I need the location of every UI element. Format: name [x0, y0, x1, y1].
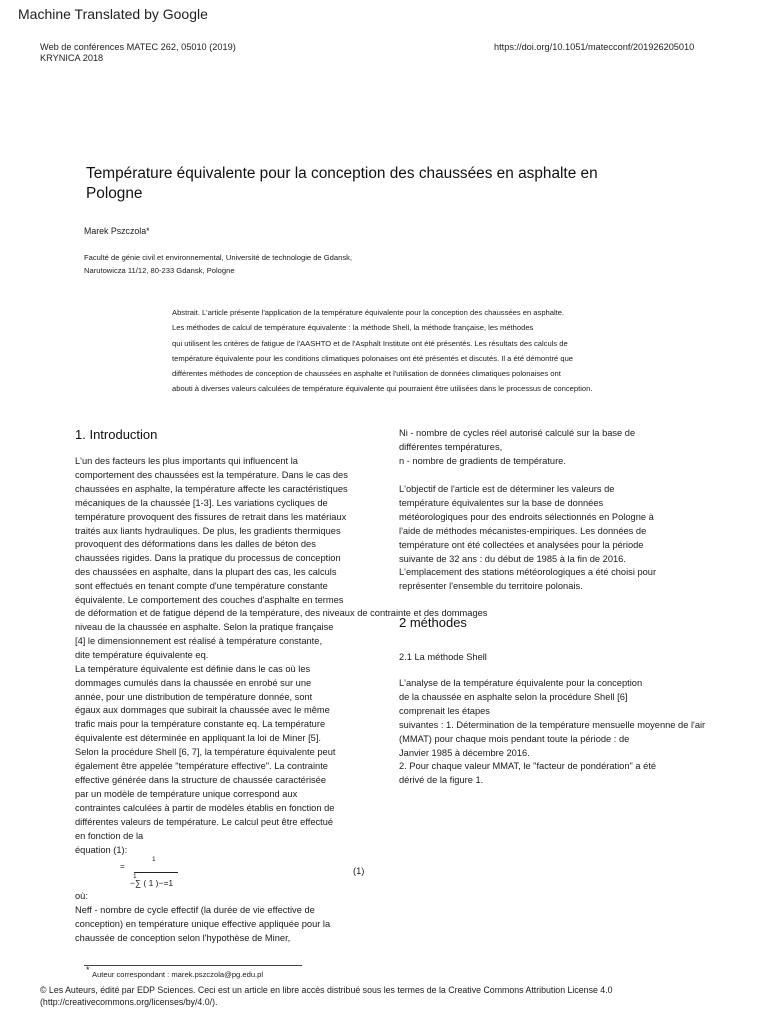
- text-line: Selon la procédure Shell [6, 7], la température équivalente peut: [75, 747, 336, 758]
- text-line: L'un des facteurs les plus importants qui influencent la: [75, 456, 298, 466]
- text-line: chaussées en asphalte, la température affecte les caractéristiques: [75, 483, 348, 494]
- abstract-line: température équivalente pour les conditions climatiques polonaises ont été présentés et discutés. Il a été démontré que: [172, 353, 574, 363]
- google-translate-banner: Machine Translated by Google: [18, 6, 208, 22]
- text-line: équation (1):: [75, 844, 128, 855]
- left-column-definitions: [75, 890, 330, 946]
- license-notice: [40, 984, 613, 1008]
- affiliation-line: Faculté de génie civil et environnemental, Université de technologie de Gdansk,: [84, 253, 353, 262]
- license-link[interactable]: (http://creativecommons.org/licenses/by/4.0/).: [40, 997, 218, 1007]
- text-line: suivantes : 1. Détermination de la température mensuelle moyenne de l'air: [399, 719, 706, 730]
- section-heading-methods: 2 méthodes: [399, 615, 467, 630]
- text-line: dommages cumulés dans la chaussée en enrobé sur une: [75, 677, 312, 688]
- title-line: Température équivalente pour la conception des chaussées en asphalte en: [86, 165, 598, 182]
- footnote-text: Auteur correspondant : marek.pszczola@pg.edu.pl: [92, 970, 264, 979]
- text-line: différentes températures,: [399, 441, 503, 452]
- text-line: l'aide de méthodes mécanistes-empiriques. Les données de: [399, 525, 647, 536]
- text-line: différentes valeurs de température. Le calcul peut être effectué: [75, 816, 334, 827]
- text-line: n - nombre de gradients de température.: [399, 455, 566, 466]
- text-line: conception) en température unique effective appliquée pour la: [75, 918, 331, 929]
- text-line: sont effectués en tenant compte d'une température constante: [75, 581, 328, 592]
- text-line: Neff - nombre de cycle effectif (la durée de vie effective de: [75, 904, 315, 915]
- text-line: chaussée de conception selon l'hypothèse de Miner,: [75, 932, 291, 943]
- footnote-separator: [84, 965, 302, 966]
- text-line: traités aux liants hydrauliques. De plus, les gradients thermiques: [75, 525, 341, 536]
- text-line: comportement des chaussées est la température. Dans le cas des: [75, 469, 348, 480]
- text-line: L'objectif de l'article est de déterminer les valeurs de: [399, 484, 615, 494]
- text-line: également être appelée "température effective". La contrainte: [75, 761, 328, 772]
- title-line: Pologne: [86, 185, 143, 202]
- equation-denominator: −∑ ( 1 )−=1: [130, 878, 174, 888]
- footnote-mark: *: [86, 965, 90, 975]
- equation-equals-sign: =: [120, 862, 125, 871]
- text-line: niveau de la chaussée en asphalte. Selon la pratique française: [75, 622, 334, 632]
- text-line: température provoquent des fissures de retrait dans les matériaux: [75, 511, 347, 522]
- text-line: (MMAT) pour chaque mois pendant toute la période : de: [399, 733, 630, 744]
- text-line: météorologiques pour des endroits sélectionnés en Pologne à: [399, 511, 654, 522]
- text-line: par un modèle de température unique correspond aux: [75, 788, 298, 799]
- text-line: représenter l'ensemble du territoire polonais.: [399, 581, 583, 592]
- text-line: La température équivalente est définie dans le cas où les: [75, 663, 311, 674]
- left-column-text: [75, 455, 348, 608]
- license-line: © Les Auteurs, édité par EDP Sciences. Ceci est un article en libre accès distribué sous les termes de la Creative Commons Attribution License 4.0: [40, 985, 613, 995]
- affiliation-line: Narutowicza 11/12, 80-233 Gdansk, Pologne: [84, 266, 235, 275]
- text-line: température ont été collectées et analysées pour la période: [399, 539, 644, 550]
- right-column-shell-method: [399, 677, 705, 788]
- equation-denominator-one: 1: [133, 873, 137, 880]
- text-line: comprenait les étapes: [399, 705, 490, 716]
- text-line: température équivalentes sur la base de données: [399, 497, 604, 508]
- conference-name: KRYNICA 2018: [40, 53, 104, 63]
- abstract-line: abouti à diverses valeurs calculées de température équivalente qui pourraient être utilisées dans le processus de conception.: [172, 384, 593, 394]
- text-line: mécaniques de la chaussée [1-3]. Les variations cycliques de: [75, 497, 328, 508]
- author-name: Marek Pszczola*: [84, 226, 150, 236]
- abstract-line: différentes méthodes de conception de chaussées en asphalte et l'utilisation de données climatiques polonaises ont: [172, 369, 561, 379]
- text-line: Ni - nombre de cycles réel autorisé calculé sur la base de: [399, 428, 636, 438]
- right-column-definitions: [399, 427, 635, 469]
- abstract-line: Les méthodes de calcul de température équivalente : la méthode Shell, la méthode française, les méthodes: [172, 323, 534, 333]
- text-line: chaussées rigides. Dans la pratique du processus de conception: [75, 553, 341, 564]
- paper-title: [86, 164, 598, 204]
- text-line: en fonction de la: [75, 830, 144, 841]
- text-line: égaux aux dommages que subirait la chaussée avec le même: [75, 705, 330, 716]
- text-line: suivante de 32 ans : du début de 1985 à la fin de 2016.: [399, 553, 626, 564]
- text-line: Janvier 1985 à décembre 2016.: [399, 747, 530, 758]
- text-line: L'analyse de la température équivalente pour la conception: [399, 678, 643, 688]
- text-line: L'emplacement des stations météorologiques a été choisi pour: [399, 567, 657, 578]
- text-line: équivalente est déterminée en appliquant la loi de Miner [5].: [75, 733, 322, 744]
- text-line: provoquent des déformations dans les dalles de béton des: [75, 539, 316, 550]
- text-line: dite température équivalente eq.: [75, 649, 209, 660]
- text-line: effective générée dans la structure de chaussée caractérisée: [75, 774, 326, 785]
- abstract-line: qui utilisent les critères de fatigue de l'AASHTO et de l'Asphalt Institute ont été présentés. Les résultats des calculs de: [172, 338, 568, 348]
- text-line: dérivé de la figure 1.: [399, 775, 484, 786]
- subsection-heading-shell: 2.1 La méthode Shell: [399, 652, 487, 662]
- text-line: 2. Pour chaque valeur MMAT, le "facteur de pondération" a été: [399, 761, 657, 772]
- text-line: de la chaussée en asphalte selon la procédure Shell [6]: [399, 691, 628, 702]
- doi-link[interactable]: https://doi.org/10.1051/matecconf/201926205010: [494, 42, 695, 52]
- abstract-line: Abstrait. L'article présente l'application de la température équivalente pour la conception des chaussées en asphalte.: [172, 308, 565, 317]
- equation-number: (1): [353, 866, 365, 876]
- text-line: des chaussées en asphalte, dans la plupart des cas, les calculs: [75, 567, 337, 578]
- overflow-text-line: de déformation et de fatigue dépend de la température, des niveaux de contrainte et des dommages: [75, 608, 488, 618]
- journal-name: Web de conférences MATEC 262, 05010 (2019): [40, 42, 236, 52]
- text-line: contraintes calculées à partir de modèles établis en fonction de: [75, 802, 335, 813]
- journal-header: [40, 42, 236, 64]
- equation-numerator: 1: [152, 856, 156, 863]
- equation-fraction-bar: [134, 872, 178, 873]
- right-column-objective: [399, 483, 656, 594]
- text-line: [4] le dimensionnement est réalisé à température constante,: [75, 635, 323, 646]
- text-line: trafic mais pour la température constante eq. La température: [75, 719, 326, 730]
- section-heading-introduction: 1. Introduction: [75, 427, 158, 442]
- abstract: [172, 305, 592, 397]
- text-line: où:: [75, 891, 88, 901]
- left-column-text-continued: [75, 621, 335, 857]
- text-line: année, pour une distribution de température donnée, sont: [75, 691, 313, 702]
- text-line: équivalente. Le comportement des couches d'asphalte en termes: [75, 595, 344, 606]
